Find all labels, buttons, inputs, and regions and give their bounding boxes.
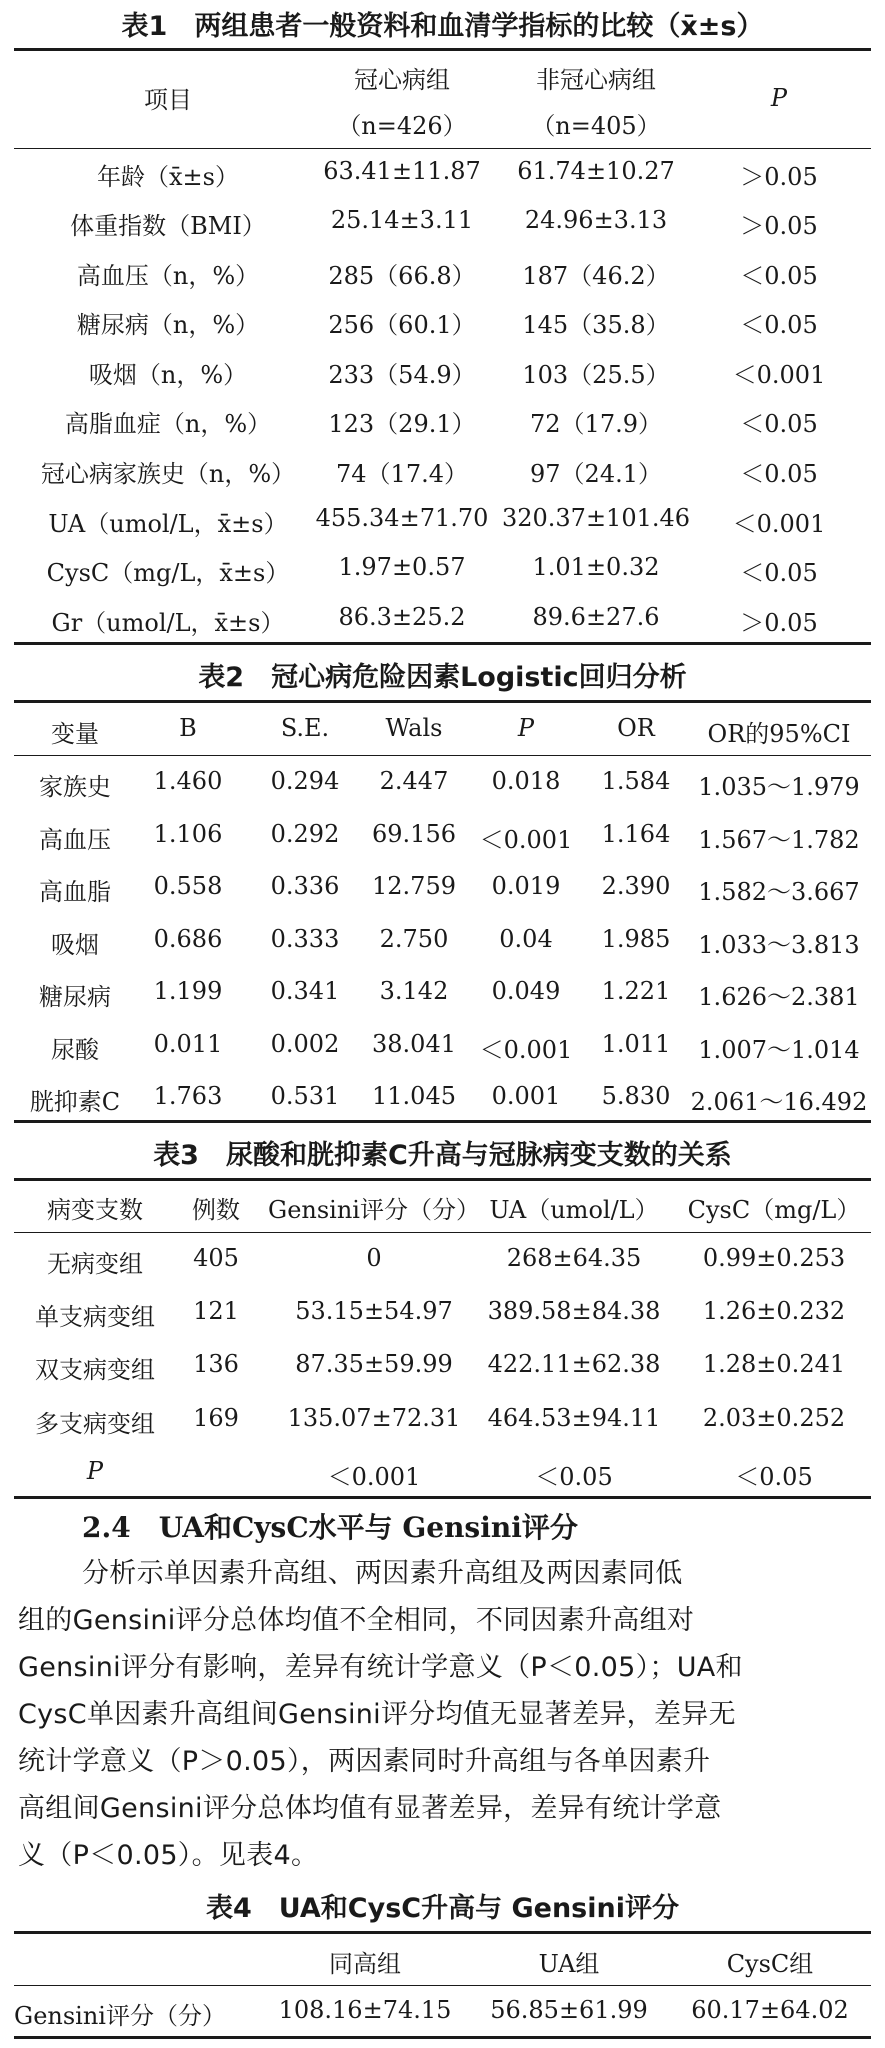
or-value: 1.164 <box>601 820 671 848</box>
paragraph-line: 分析示单因素升高组、两因素升高组及两因素同低 <box>82 1558 683 1589</box>
nonchd-value: 97（24.1） <box>530 460 662 488</box>
ua-value: 268±64.35 <box>506 1244 642 1272</box>
header-cysc-group: CysC组 <box>726 1950 814 1978</box>
ci-value: 1.567～1.782 <box>698 826 860 854</box>
row-label: 高脂血症（n，%） <box>64 410 272 438</box>
header-cysc: CysC（mg/L） <box>687 1196 861 1224</box>
chd-value: 74（17.4） <box>336 460 468 488</box>
cysc-value: 0.99±0.253 <box>702 1244 846 1272</box>
p-value: ＜0.001 <box>732 361 826 389</box>
row-label: 体重指数（BMI） <box>70 212 266 240</box>
gensini-value: 0 <box>366 1244 382 1272</box>
row-label: 吸烟（n，%） <box>88 361 248 389</box>
ua-p-value: ＜0.05 <box>535 1463 613 1491</box>
se-value: 0.336 <box>270 872 340 900</box>
header-or-ci: OR的95%CI <box>707 720 851 748</box>
section-heading: 2.4 UA和CysC水平与 Gensini评分 <box>82 1511 578 1544</box>
p-value: 0.018 <box>491 767 561 795</box>
gensini-value: 53.15±54.97 <box>295 1297 453 1325</box>
cases-value: 136 <box>193 1350 239 1378</box>
row-label: Gensini评分（分） <box>14 2002 226 2030</box>
cysc-value: 2.03±0.252 <box>702 1404 846 1432</box>
chd-value: 285（66.8） <box>328 262 476 290</box>
b-value: 0.011 <box>153 1030 223 1058</box>
table1-header-chd: 冠心病组 <box>354 66 450 94</box>
p-value: 0.049 <box>491 977 561 1005</box>
variable: 高血脂 <box>39 878 111 906</box>
paragraph-line: 义（P＜0.05）。见表4。 <box>18 1840 319 1871</box>
se-value: 0.341 <box>270 977 340 1005</box>
row-label: 糖尿病（n，%） <box>76 311 260 339</box>
chd-value: 25.14±3.11 <box>330 206 474 234</box>
header-ua: UA（umol/L） <box>489 1196 659 1224</box>
p-value: ＜0.05 <box>740 262 818 290</box>
p-value: ＜0.001 <box>479 826 573 854</box>
paragraph-line: CysC单因素升高组间Gensini评分均值无显著差异，差异无 <box>18 1699 736 1730</box>
header-wals: Wals <box>385 714 443 742</box>
ci-value: 1.626～2.381 <box>698 983 860 1011</box>
ua-value: 464.53±94.11 <box>487 1404 661 1432</box>
wals-value: 2.447 <box>379 767 449 795</box>
variable: 尿酸 <box>51 1036 99 1064</box>
se-value: 0.333 <box>270 925 340 953</box>
cysc-p-value: ＜0.05 <box>735 1463 813 1491</box>
p-value: 0.019 <box>491 872 561 900</box>
variable: 吸烟 <box>51 931 99 959</box>
header-b: B <box>179 714 197 742</box>
header-or: OR <box>617 714 655 742</box>
wals-value: 11.045 <box>372 1082 456 1110</box>
paragraph-line: 统计学意义（P＞0.05），两因素同时升高组与各单因素升 <box>18 1746 711 1777</box>
nonchd-value: 72（17.9） <box>530 410 662 438</box>
or-value: 1.221 <box>601 977 671 1005</box>
group-label: 双支病变组 <box>35 1356 155 1384</box>
cysc-value: 1.28±0.241 <box>702 1350 846 1378</box>
nonchd-value: 187（46.2） <box>522 262 670 290</box>
paragraph-line: 组的Gensini评分总体均值不全相同，不同因素升高组对 <box>18 1605 695 1636</box>
gensini-value: 87.35±59.99 <box>295 1350 453 1378</box>
variable: 糖尿病 <box>39 983 111 1011</box>
table3-caption: 表3 尿酸和胱抑素C升高与冠脉病变支数的关系 <box>153 1140 732 1171</box>
ua-value: 422.11±62.38 <box>487 1350 661 1378</box>
chd-value: 256（60.1） <box>328 311 476 339</box>
b-value: 0.558 <box>153 872 223 900</box>
table3-bottom-rule <box>14 1496 871 1499</box>
p-value: ＞0.05 <box>740 609 818 637</box>
p-value: ＞0.05 <box>740 212 818 240</box>
row-label: 年龄（x̄±s） <box>97 163 239 191</box>
p-value: ＜0.001 <box>732 510 826 538</box>
table3-header-rule <box>14 1232 871 1233</box>
row-label: CysC（mg/L，x̄±s） <box>46 559 290 587</box>
header-lesion-group: 病变支数 <box>47 1196 143 1224</box>
p-value: 0.04 <box>499 925 553 953</box>
or-value: 2.390 <box>601 872 671 900</box>
header-p: P <box>517 714 535 742</box>
cysc-group-value: 60.17±64.02 <box>691 1996 849 2024</box>
header-cases: 例数 <box>192 1196 240 1224</box>
ci-value: 1.033～3.813 <box>698 931 860 959</box>
table1-header-nonchd-n: （n=405） <box>531 112 661 140</box>
p-value: ＞0.05 <box>740 163 818 191</box>
nonchd-value: 1.01±0.32 <box>532 553 660 581</box>
variable: 高血压 <box>39 826 111 854</box>
nonchd-value: 89.6±27.6 <box>532 603 660 631</box>
wals-value: 69.156 <box>372 820 456 848</box>
b-value: 1.460 <box>153 767 223 795</box>
table1-header-item: 项目 <box>144 86 192 114</box>
table3-top-rule <box>14 1178 871 1181</box>
table1-header-rule <box>14 148 871 149</box>
header-se: S.E. <box>280 714 330 742</box>
header-gensini: Gensini评分（分） <box>268 1196 480 1224</box>
row-label: 高血压（n，%） <box>76 262 260 290</box>
wals-value: 2.750 <box>379 925 449 953</box>
table2-header-rule <box>14 755 871 756</box>
row-label: Gr（umol/L，x̄±s） <box>51 609 285 637</box>
table1-header-nonchd: 非冠心病组 <box>536 66 656 94</box>
table4-top-rule <box>14 1931 871 1934</box>
group-label: 单支病变组 <box>35 1303 155 1331</box>
table2-bottom-rule <box>14 1120 871 1123</box>
group-label: 多支病变组 <box>35 1410 155 1438</box>
chd-value: 63.41±11.87 <box>323 157 481 185</box>
both-high-value: 108.16±74.15 <box>278 1996 452 2024</box>
table2-caption: 表2 冠心病危险因素Logistic回归分析 <box>198 662 687 693</box>
table1-caption: 表1 两组患者一般资料和血清学指标的比较（x̄±s） <box>121 11 764 42</box>
wals-value: 38.041 <box>372 1030 456 1058</box>
chd-value: 86.3±25.2 <box>338 603 466 631</box>
or-value: 5.830 <box>601 1082 671 1110</box>
se-value: 0.294 <box>270 767 340 795</box>
nonchd-value: 320.37±101.46 <box>501 504 691 532</box>
p-value: 0.001 <box>491 1082 561 1110</box>
se-value: 0.002 <box>270 1030 340 1058</box>
b-value: 1.199 <box>153 977 223 1005</box>
group-label: 无病变组 <box>47 1250 143 1278</box>
header-ua-group: UA组 <box>538 1950 600 1978</box>
table2-top-rule <box>14 700 871 703</box>
p-value: ＜0.05 <box>740 559 818 587</box>
se-value: 0.531 <box>270 1082 340 1110</box>
ci-value: 1.035～1.979 <box>698 773 860 801</box>
nonchd-value: 24.96±3.13 <box>524 206 668 234</box>
table4-bottom-rule <box>14 2036 871 2039</box>
nonchd-value: 103（25.5） <box>522 361 670 389</box>
variable: 胱抑素C <box>29 1088 121 1116</box>
or-value: 1.985 <box>601 925 671 953</box>
se-value: 0.292 <box>270 820 340 848</box>
b-value: 1.106 <box>153 820 223 848</box>
paragraph-line: 高组间Gensini评分总体均值有显著差异，差异有统计学意 <box>18 1793 722 1824</box>
table1-top-rule <box>14 48 871 51</box>
b-value: 0.686 <box>153 925 223 953</box>
chd-value: 1.97±0.57 <box>338 553 466 581</box>
ci-value: 1.007～1.014 <box>698 1036 860 1064</box>
table1-header-p: P <box>770 84 788 112</box>
cases-value: 405 <box>193 1244 239 1272</box>
table4-caption: 表4 UA和CysC升高与 Gensini评分 <box>206 1893 679 1924</box>
header-both-high: 同高组 <box>329 1950 401 1978</box>
table1-header-chd-n: （n=426） <box>337 112 467 140</box>
nonchd-value: 145（35.8） <box>522 311 670 339</box>
ci-value: 2.061～16.492 <box>690 1088 868 1116</box>
b-value: 1.763 <box>153 1082 223 1110</box>
p-row-label: P <box>86 1457 104 1485</box>
wals-value: 3.142 <box>379 977 449 1005</box>
row-label: UA（umol/L，x̄±s） <box>48 510 288 538</box>
ci-value: 1.582～3.667 <box>698 878 860 906</box>
row-label: 冠心病家族史（n，%） <box>40 460 296 488</box>
or-value: 1.011 <box>601 1030 671 1058</box>
nonchd-value: 61.74±10.27 <box>517 157 675 185</box>
gensini-p-value: ＜0.001 <box>327 1463 421 1491</box>
paragraph-line: Gensini评分有影响，差异有统计学意义（P＜0.05）；UA和 <box>18 1652 743 1683</box>
variable: 家族史 <box>39 773 111 801</box>
or-value: 1.584 <box>601 767 671 795</box>
cases-value: 169 <box>193 1404 239 1432</box>
p-value: ＜0.001 <box>479 1036 573 1064</box>
p-value: ＜0.05 <box>740 311 818 339</box>
table4-header-rule <box>14 1985 871 1986</box>
ua-group-value: 56.85±61.99 <box>490 1996 648 2024</box>
cysc-value: 1.26±0.232 <box>702 1297 846 1325</box>
table1-bottom-rule <box>14 642 871 645</box>
cases-value: 121 <box>193 1297 239 1325</box>
wals-value: 12.759 <box>372 872 456 900</box>
p-value: ＜0.05 <box>740 460 818 488</box>
ua-value: 389.58±84.38 <box>487 1297 661 1325</box>
p-value: ＜0.05 <box>740 410 818 438</box>
chd-value: 233（54.9） <box>328 361 476 389</box>
header-variable: 变量 <box>51 720 99 748</box>
chd-value: 455.34±71.70 <box>315 504 489 532</box>
chd-value: 123（29.1） <box>328 410 476 438</box>
gensini-value: 135.07±72.31 <box>287 1404 461 1432</box>
